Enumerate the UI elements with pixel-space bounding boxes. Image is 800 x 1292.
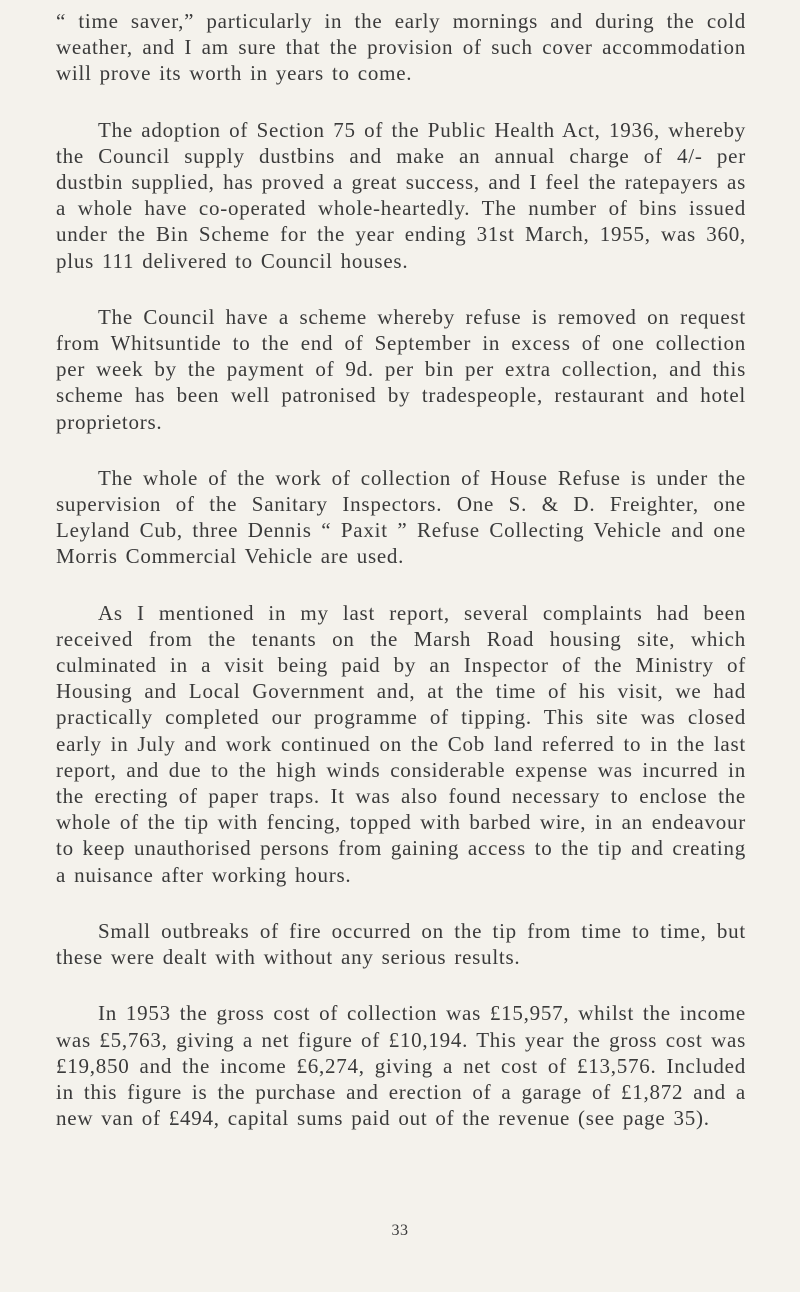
paragraph-section-75: The adoption of Section 75 of the Public Health Act, 1936, whereby the Council supply dustbins and make an annual charge of 4/- per dustbin supplied, has proved a great success, and I feel the ratepayers as a whole have co-operated whole-heartedly. The number of bins issued under the Bin Scheme for the year ending 31st March, 1955, was 360, plus 111 delivered to Council houses. — [56, 117, 746, 273]
paragraph-refuse-scheme: The Council have a scheme whereby refuse is removed on request from Whitsuntide to the end of September in excess of one collection per week by the payment of 9d. per bin per extra collection, and this scheme has been well patronised by tradespeople, restaurant and hotel proprietors. — [56, 304, 746, 434]
paragraph-collection-vehicles: The whole of the work of collection of House Refuse is under the supervision of the Sanitary Inspectors. One S. & D. Freighter, one Leyland Cub, three Dennis “ Paxit ” Refuse Collecting Vehicle and one Morris Commercial Vehicle are used. — [56, 465, 746, 569]
paragraph-fire-outbreaks: Small outbreaks of fire occurred on the tip from time to time, but these were dealt with without any serious results. — [56, 918, 746, 970]
paragraph-collection-costs: In 1953 the gross cost of collection was £15,957, whilst the income was £5,763, giving a net figure of £10,194. This year the gross cost was £19,850 and the income £6,274, giving a net cost of £13,576. Included in this figure is the purchase and erection of a garage of £1,872 and a new van of £494, capital sums paid out of the revenue (see page 35). — [56, 1001, 746, 1131]
page-number: 33 — [391, 1222, 409, 1239]
document-page — [56, 8, 746, 1161]
paragraph-marsh-road: As I mentioned in my last report, several complaints had been received from the tenants on the Marsh Road housing site, which culminated in a visit being paid by an Inspector of the Ministry of Housing and Local Government and, at the time of his visit, we had practically completed our programme of tipping. This site was closed early in July and work continued on the Cob land referred to in the last report, and due to the high winds considerable expense was incurred in the erecting of paper traps. It was also found necessary to enclose the whole of the tip with fencing, topped with barbed wire, in an endeavour to keep unauthorised persons from gaining access to the tip and creating a nuisance after working hours. — [56, 600, 746, 887]
paragraph-time-saver: “ time saver,” particularly in the early mornings and during the cold weather, and I am sure that the provision of such cover accommodation will prove its worth in years to come. — [56, 9, 746, 86]
